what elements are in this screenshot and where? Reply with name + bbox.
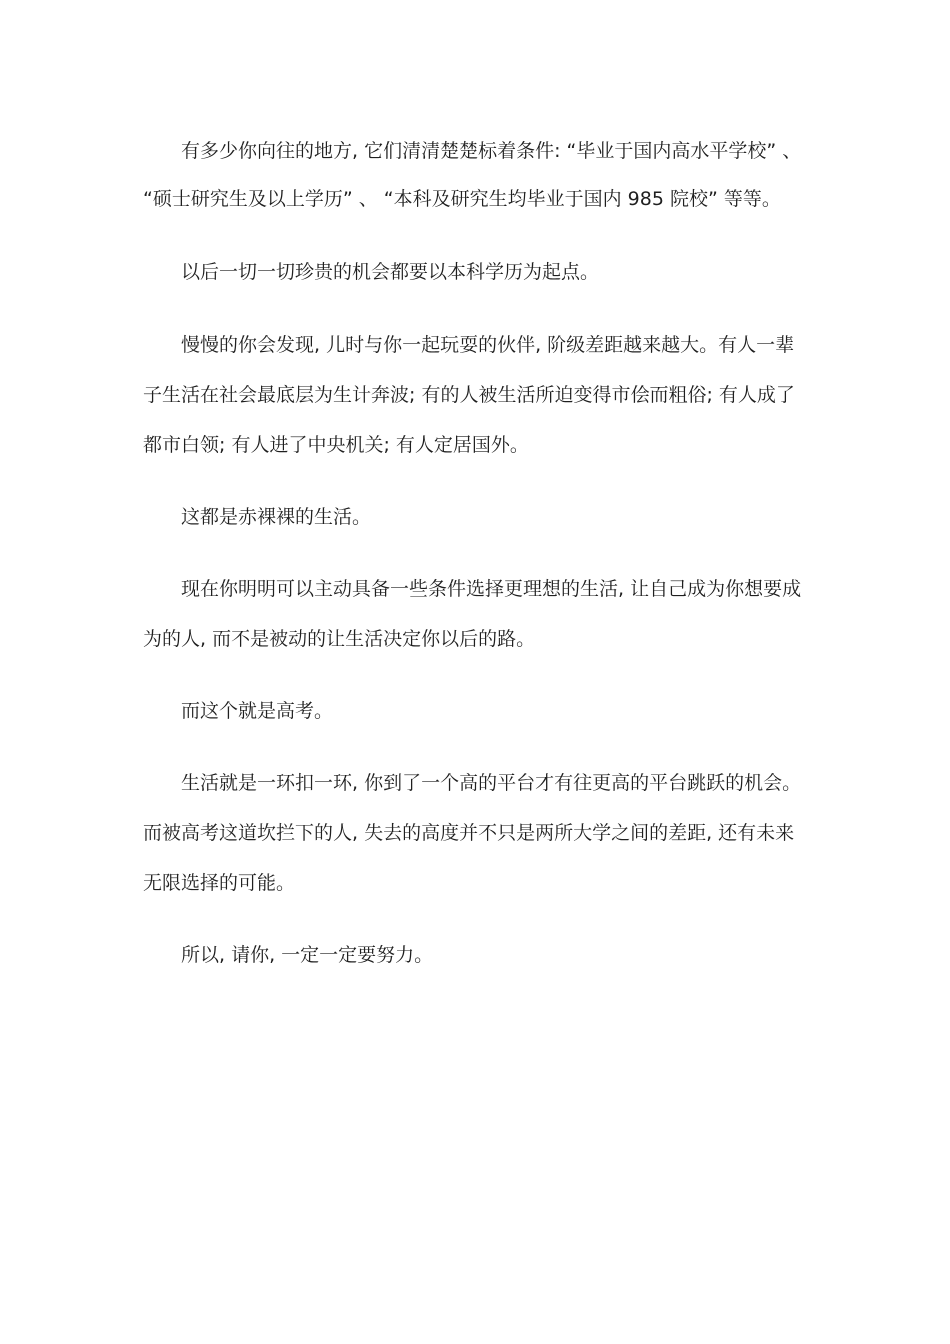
paragraph-3-line-1: 慢慢的你会发现, 儿时与你一起玩耍的伙伴, 阶级差距越来越大。有人一辈 [181, 334, 795, 356]
paragraph-1-line-1: 有多少你向往的地方, 它们清清楚楚标着条件: “毕业于国内高水平学校” 、 [181, 140, 802, 162]
paragraph-5-line-1: 现在你明明可以主动具备一些条件选择更理想的生活, 让自己成为你想要成 [181, 578, 802, 600]
paragraph-7-line-1: 生活就是一环扣一环, 你到了一个高的平台才有往更高的平台跳跃的机会。 [181, 772, 802, 794]
paragraph-3-line-2: 子生活在社会最底层为生计奔波; 有的人被生活所迫变得市侩而粗俗; 有人成了 [143, 384, 795, 406]
paragraph-1-line-2: “硕士研究生及以上学历” 、 “本科及研究生均毕业于国内 985 院校” 等等。 [143, 188, 781, 210]
paragraph-3-line-3: 都市白领; 有人进了中央机关; 有人定居国外。 [143, 434, 529, 456]
paragraph-5-line-2: 为的人, 而不是被动的让生活决定你以后的路。 [143, 628, 536, 650]
paragraph-7-line-2: 而被高考这道坎拦下的人, 失去的高度并不只是两所大学之间的差距, 还有未来 [143, 822, 795, 844]
paragraph-7-line-3: 无限选择的可能。 [143, 872, 296, 894]
paragraph-8-line-1: 所以, 请你, 一定一定要努力。 [181, 944, 434, 966]
paragraph-2-line-1: 以后一切一切珍贵的机会都要以本科学历为起点。 [181, 261, 600, 283]
paragraph-4-line-1: 这都是赤裸裸的生活。 [181, 506, 372, 528]
paragraph-6-line-1: 而这个就是高考。 [181, 700, 334, 722]
